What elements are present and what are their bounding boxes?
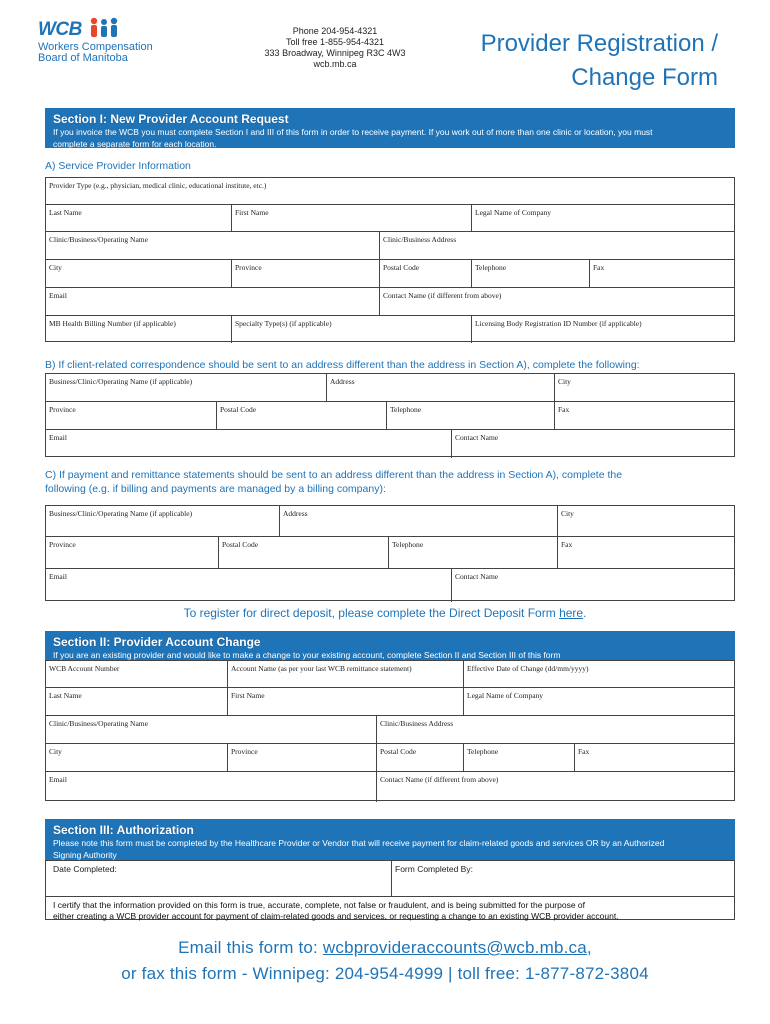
s2-email-field[interactable]	[46, 772, 376, 802]
wcb-logo	[38, 17, 188, 67]
field-label: Email	[49, 572, 67, 581]
b-email-field[interactable]	[46, 430, 451, 458]
telephone-field[interactable]	[471, 260, 589, 287]
part-c-row-1	[46, 506, 734, 537]
direct-deposit-note	[0, 606, 770, 620]
c-province-field[interactable]	[46, 537, 218, 568]
field-label: Clinic/Business/Operating Name	[49, 235, 148, 244]
part-a-row-5	[46, 288, 734, 316]
contact-address: 333 Broadway, Winnipeg R3C 4W3	[264, 48, 406, 58]
logo-wordmark: WCB	[38, 19, 82, 40]
licensing-field[interactable]	[471, 316, 734, 343]
s3-row-1	[46, 861, 734, 897]
field-label: City	[558, 377, 571, 386]
s2-city-field[interactable]	[46, 744, 227, 771]
c-city-field[interactable]	[557, 506, 734, 536]
b-postal-code-field[interactable]	[216, 402, 386, 429]
field-label: Postal Code	[383, 263, 420, 272]
email-field[interactable]	[46, 288, 379, 315]
section-2-desc: If you are an existing provider and would like to make a change to your existing account, complete Section II and Section III of this form	[53, 650, 561, 660]
field-label: Clinic/Business/Operating Name	[49, 719, 148, 728]
c-postal-code-field[interactable]	[218, 537, 388, 568]
field-label: Email	[49, 775, 67, 784]
section-3-header	[45, 819, 735, 861]
direct-deposit-text: To register for direct deposit, please complete the Direct Deposit Form	[183, 606, 560, 620]
field-label: Email	[49, 433, 67, 442]
part-a-heading: A) Service Provider Information	[45, 160, 191, 172]
field-label: Postal Code	[222, 540, 259, 549]
s2-contact-name-field[interactable]	[376, 772, 734, 802]
clinic-name-field[interactable]	[46, 232, 379, 259]
province-field[interactable]	[231, 260, 379, 287]
field-label: Postal Code	[380, 747, 417, 756]
s2-province-field[interactable]	[227, 744, 376, 771]
field-label: Business/Clinic/Operating Name (if applicable)	[49, 377, 193, 386]
section-3-title: Section III: Authorization	[53, 823, 194, 837]
s3-row-2	[46, 897, 734, 921]
s2-postal-code-field[interactable]	[376, 744, 463, 771]
footer-email-link[interactable]: wcbprovideraccounts@wcb.mb.ca	[322, 938, 587, 957]
b-province-field[interactable]	[46, 402, 216, 429]
account-name-field[interactable]	[227, 661, 463, 687]
s2-row-5	[46, 772, 734, 802]
field-label: City	[561, 509, 574, 518]
cert-line-1: I certify that the information provided on this form is true, accurate, complete, not false or fraudulent, and is being submitted for the purpose of	[53, 900, 586, 910]
certification-statement	[46, 897, 734, 921]
s2-row-1	[46, 661, 734, 688]
completed-by-field[interactable]	[391, 861, 734, 896]
field-label: Province	[49, 540, 76, 549]
s2-row-2	[46, 688, 734, 716]
part-b-row-1	[46, 374, 734, 402]
field-label: Address	[330, 377, 355, 386]
s2-fax-field[interactable]	[574, 744, 734, 771]
section-2-header	[45, 631, 735, 661]
postal-code-field[interactable]	[379, 260, 471, 287]
part-a-row-1	[46, 178, 734, 205]
field-label: Date Completed:	[53, 864, 117, 874]
field-label: Fax	[558, 405, 570, 414]
b-fax-field[interactable]	[554, 402, 734, 429]
s2-row-3	[46, 716, 734, 744]
part-c-form	[45, 505, 735, 601]
footer-fax-line: or fax this form - Winnipeg: 204-954-4999 | toll free: 1-877-872-3804	[121, 964, 649, 983]
logo-people-icon	[86, 17, 156, 41]
fax-field[interactable]	[589, 260, 734, 287]
section-2-form	[45, 660, 735, 801]
field-label: Effective Date of Change (dd/mm/yyyy)	[467, 664, 589, 673]
section-2-title: Section II: Provider Account Change	[53, 635, 261, 649]
part-a-row-4	[46, 260, 734, 288]
b-business-field[interactable]	[46, 374, 326, 401]
mb-health-field[interactable]	[46, 316, 231, 343]
field-label: MB Health Billing Number (if applicable)	[49, 319, 176, 328]
field-label: Fax	[561, 540, 573, 549]
part-a-row-3	[46, 232, 734, 260]
page-title-line-2: Change Form	[571, 64, 718, 91]
field-label: Provider Type (e.g., physician, medical clinic, educational institute, etc.)	[49, 181, 267, 190]
city-field[interactable]	[46, 260, 231, 287]
c-business-field[interactable]	[46, 506, 279, 536]
part-a-row-6	[46, 316, 734, 343]
part-a-row-2	[46, 205, 734, 232]
specialty-field[interactable]	[231, 316, 471, 343]
date-completed-field[interactable]	[46, 861, 391, 896]
b-city-field[interactable]	[554, 374, 734, 401]
c-email-field[interactable]	[46, 569, 451, 602]
b-address-field[interactable]	[326, 374, 554, 401]
c-telephone-field[interactable]	[388, 537, 557, 568]
field-label: Fax	[578, 747, 590, 756]
field-label: Email	[49, 291, 67, 300]
field-label: Clinic/Business Address	[380, 719, 454, 728]
b-telephone-field[interactable]	[386, 402, 554, 429]
section-1-title: Section I: New Provider Account Request	[53, 112, 289, 126]
field-label: First Name	[231, 691, 265, 700]
field-label: Address	[283, 509, 308, 518]
part-c-row-2	[46, 537, 734, 569]
c-address-field[interactable]	[279, 506, 557, 536]
provider-type-field[interactable]	[46, 178, 734, 204]
field-label: Province	[49, 405, 76, 414]
section-3-form	[45, 860, 735, 920]
field-label: Account Name (as per your last WCB remittance statement)	[231, 664, 412, 673]
field-label: Telephone	[467, 747, 499, 756]
legal-name-field[interactable]	[471, 205, 734, 231]
s2-row-4	[46, 744, 734, 772]
contact-phone: Phone 204-954-4321	[292, 26, 378, 36]
field-label: Telephone	[392, 540, 424, 549]
c-contact-name-field[interactable]	[451, 569, 734, 602]
field-label: City	[49, 263, 62, 272]
last-name-field[interactable]	[46, 205, 231, 231]
part-b-row-3	[46, 430, 734, 458]
s2-clinic-address-field[interactable]	[376, 716, 734, 743]
field-label: Contact Name (if different from above)	[383, 291, 502, 300]
footer-email-suffix: ,	[586, 938, 592, 957]
s2-legal-name-field[interactable]	[463, 688, 734, 715]
part-b-form	[45, 373, 735, 457]
field-label: Specialty Type(s) (if applicable)	[235, 319, 332, 328]
part-c-row-3	[46, 569, 734, 602]
footer-email-prefix: Email this form to:	[178, 938, 323, 957]
field-label: Contact Name	[455, 572, 499, 581]
logo-line-1: Workers Compensation	[38, 41, 153, 53]
field-label: First Name	[235, 208, 269, 217]
part-a-form	[45, 177, 735, 342]
field-label: WCB Account Number	[49, 664, 120, 673]
field-label: Telephone	[475, 263, 507, 272]
direct-deposit-period: .	[583, 606, 587, 620]
cert-line-2: either creating a WCB provider account for payment of claim-related goods and services, or requesting a change to an existing WCB provider account.	[53, 911, 619, 921]
contact-name-field[interactable]	[379, 288, 734, 315]
part-b-heading: B) If client-related correspondence should be sent to an address different than the address in Section A), complete the following:	[45, 359, 640, 371]
field-label: Fax	[593, 263, 605, 272]
section-3-desc-line-1: Please note this form must be completed by the Healthcare Provider or Vendor that will receive payment for claim-related goods and services OR by an Authorized	[53, 838, 665, 848]
effective-date-field[interactable]	[463, 661, 734, 687]
c-fax-field[interactable]	[557, 537, 734, 568]
part-c-heading-line-2: following (e.g. if billing and payments are managed by a billing company):	[45, 483, 386, 495]
s2-last-name-field[interactable]	[46, 688, 227, 715]
section-1-desc-line-2: complete a separate form for each location.	[53, 139, 217, 149]
field-label: Legal Name of Company	[467, 691, 544, 700]
s2-telephone-field[interactable]	[463, 744, 574, 771]
s2-first-name-field[interactable]	[227, 688, 463, 715]
field-label: Province	[235, 263, 262, 272]
field-label: Province	[231, 747, 258, 756]
field-label: Last Name	[49, 208, 82, 217]
field-label: Form Completed By:	[395, 864, 473, 874]
field-label: Business/Clinic/Operating Name (if applicable)	[49, 509, 193, 518]
clinic-address-field[interactable]	[379, 232, 734, 259]
part-c-heading-line-1: C) If payment and remittance statements should be sent to an address different than the address in Section A), complete the	[45, 469, 623, 481]
contact-toll-free: Toll free 1-855-954-4321	[285, 37, 385, 47]
field-label: Telephone	[390, 405, 422, 414]
section-1-header	[45, 108, 735, 148]
page-title-line-1: Provider Registration /	[480, 30, 718, 57]
logo-line-2: Board of Manitoba	[38, 52, 128, 64]
section-3-desc-line-2: Signing Authority	[53, 850, 117, 860]
field-label: Last Name	[49, 691, 82, 700]
direct-deposit-link[interactable]: here	[559, 606, 584, 620]
b-contact-name-field[interactable]	[451, 430, 734, 458]
field-label: Contact Name	[455, 433, 499, 442]
field-label: Legal Name of Company	[475, 208, 552, 217]
field-label: Clinic/Business Address	[383, 235, 457, 244]
s2-clinic-name-field[interactable]	[46, 716, 376, 743]
footer-email-line	[0, 938, 770, 958]
part-b-row-2	[46, 402, 734, 430]
wcb-account-number-field[interactable]	[46, 661, 227, 687]
field-label: Licensing Body Registration ID Number (if applicable)	[475, 319, 642, 328]
field-label: Postal Code	[220, 405, 257, 414]
contact-website[interactable]: wcb.mb.ca	[313, 59, 357, 69]
field-label: City	[49, 747, 62, 756]
first-name-field[interactable]	[231, 205, 471, 231]
field-label: Contact Name (if different from above)	[380, 775, 499, 784]
section-1-desc-line-1: If you invoice the WCB you must complete Section I and III of this form in order to receive payment. If you work out of more than one clinic or location, you must	[53, 127, 653, 137]
